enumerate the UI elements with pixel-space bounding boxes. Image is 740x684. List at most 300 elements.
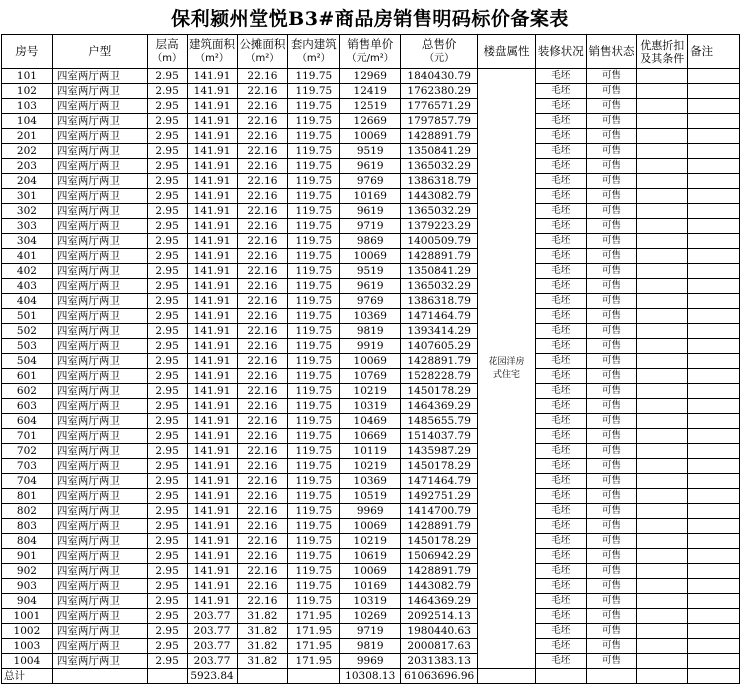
remark-cell xyxy=(688,429,740,444)
room-cell: 504 xyxy=(2,354,53,369)
shared-area-cell: 22.16 xyxy=(237,399,288,414)
sale-status-cell: 可售 xyxy=(586,249,637,264)
room-cell: 904 xyxy=(2,594,53,609)
total-price-cell: 1528228.79 xyxy=(401,369,478,384)
shared-area-cell: 22.16 xyxy=(237,144,288,159)
build-area-cell: 141.91 xyxy=(187,549,237,564)
total-price-cell: 1386318.79 xyxy=(401,174,478,189)
inner-area-cell: 119.75 xyxy=(288,249,340,264)
total-price-cell: 2000817.63 xyxy=(401,639,478,654)
build-area-cell: 141.91 xyxy=(187,324,237,339)
build-area-cell: 141.91 xyxy=(187,69,237,84)
sale-status-cell: 可售 xyxy=(586,294,637,309)
layout-cell: 四室两厅两卫 xyxy=(52,144,147,159)
sale-status-cell: 可售 xyxy=(586,69,637,84)
total-price-cell: 1471464.79 xyxy=(401,474,478,489)
layout-cell: 四室两厅两卫 xyxy=(52,444,147,459)
room-cell: 802 xyxy=(2,504,53,519)
unit-price-cell: 10069 xyxy=(340,129,401,144)
remark-cell xyxy=(688,249,740,264)
remark-cell xyxy=(688,384,740,399)
layout-cell: 四室两厅两卫 xyxy=(52,429,147,444)
discount-cell xyxy=(637,204,688,219)
floor-height-cell: 2.95 xyxy=(147,204,187,219)
decoration-cell: 毛坯 xyxy=(535,459,586,474)
unit-price-cell: 10369 xyxy=(340,474,401,489)
discount-cell xyxy=(637,519,688,534)
build-area-cell: 141.91 xyxy=(187,219,237,234)
total-price-cell: 2092514.13 xyxy=(401,609,478,624)
unit-price-cell: 10269 xyxy=(340,609,401,624)
unit-price-cell: 10219 xyxy=(340,534,401,549)
shared-area-cell: 22.16 xyxy=(237,339,288,354)
decoration-cell: 毛坯 xyxy=(535,129,586,144)
room-cell: 402 xyxy=(2,264,53,279)
table-row xyxy=(2,549,740,564)
layout-cell: 四室两厅两卫 xyxy=(52,354,147,369)
floor-height-cell: 2.95 xyxy=(147,369,187,384)
table-row xyxy=(2,534,740,549)
sale-status-cell: 可售 xyxy=(586,204,637,219)
total-price-cell: 1428891.79 xyxy=(401,249,478,264)
layout-cell: 四室两厅两卫 xyxy=(52,189,147,204)
layout-cell: 四室两厅两卫 xyxy=(52,399,147,414)
decoration-cell: 毛坯 xyxy=(535,279,586,294)
unit-price-cell: 9919 xyxy=(340,339,401,354)
build-area-cell: 141.91 xyxy=(187,399,237,414)
table-row xyxy=(2,414,740,429)
discount-cell xyxy=(637,444,688,459)
total-empty xyxy=(586,669,637,684)
total-price-cell: 1450178.29 xyxy=(401,459,478,474)
room-cell: 901 xyxy=(2,549,53,564)
decoration-cell: 毛坯 xyxy=(535,534,586,549)
discount-cell xyxy=(637,609,688,624)
remark-cell xyxy=(688,339,740,354)
unit-price-cell: 9819 xyxy=(340,324,401,339)
sale-status-cell: 可售 xyxy=(586,549,637,564)
layout-cell: 四室两厅两卫 xyxy=(52,534,147,549)
layout-cell: 四室两厅两卫 xyxy=(52,549,147,564)
table-row xyxy=(2,99,740,114)
decoration-cell: 毛坯 xyxy=(535,114,586,129)
remark-cell xyxy=(688,609,740,624)
build-area-cell: 141.91 xyxy=(187,249,237,264)
layout-cell: 四室两厅两卫 xyxy=(52,219,147,234)
sale-status-cell: 可售 xyxy=(586,504,637,519)
total-price-cell: 1393414.29 xyxy=(401,324,478,339)
discount-cell xyxy=(637,129,688,144)
total-price-cell: 1365032.29 xyxy=(401,204,478,219)
total-empty xyxy=(688,669,740,684)
shared-area-cell: 22.16 xyxy=(237,204,288,219)
table-row xyxy=(2,474,740,489)
discount-cell xyxy=(637,264,688,279)
discount-cell xyxy=(637,414,688,429)
unit-label: （m） xyxy=(152,53,182,64)
inner-area-cell: 119.75 xyxy=(288,459,340,474)
room-cell: 603 xyxy=(2,399,53,414)
unit-price-cell: 10769 xyxy=(340,369,401,384)
decoration-cell: 毛坯 xyxy=(535,564,586,579)
sale-status-cell: 可售 xyxy=(586,159,637,174)
decoration-cell: 毛坯 xyxy=(535,519,586,534)
total-price-cell: 1350841.29 xyxy=(401,144,478,159)
shared-area-cell: 22.16 xyxy=(237,99,288,114)
table-row xyxy=(2,624,740,639)
floor-height-cell: 2.95 xyxy=(147,129,187,144)
remark-cell xyxy=(688,234,740,249)
build-area-cell: 141.91 xyxy=(187,444,237,459)
table-row xyxy=(2,339,740,354)
decoration-cell: 毛坯 xyxy=(535,594,586,609)
layout-cell: 四室两厅两卫 xyxy=(52,324,147,339)
room-cell: 202 xyxy=(2,144,53,159)
total-empty xyxy=(52,669,147,684)
inner-area-cell: 119.75 xyxy=(288,579,340,594)
unit-price-cell: 12969 xyxy=(340,69,401,84)
decoration-cell: 毛坯 xyxy=(535,69,586,84)
floor-height-cell: 2.95 xyxy=(147,114,187,129)
discount-cell xyxy=(637,249,688,264)
decoration-cell: 毛坯 xyxy=(535,159,586,174)
remark-cell xyxy=(688,504,740,519)
inner-area-cell: 119.75 xyxy=(288,324,340,339)
inner-area-cell: 119.75 xyxy=(288,399,340,414)
sale-status-cell: 可售 xyxy=(586,654,637,669)
discount-cell xyxy=(637,534,688,549)
table-row xyxy=(2,234,740,249)
build-area-cell: 141.91 xyxy=(187,174,237,189)
build-area-cell: 141.91 xyxy=(187,369,237,384)
floor-height-cell: 2.95 xyxy=(147,534,187,549)
layout-cell: 四室两厅两卫 xyxy=(52,114,147,129)
build-area-cell: 141.91 xyxy=(187,594,237,609)
remark-cell xyxy=(688,159,740,174)
build-area-cell: 141.91 xyxy=(187,564,237,579)
inner-area-cell: 119.75 xyxy=(288,384,340,399)
header-room: 房号 xyxy=(2,35,53,69)
total-empty xyxy=(478,669,536,684)
unit-label: （m²） xyxy=(296,53,331,64)
sale-status-cell: 可售 xyxy=(586,384,637,399)
build-area-cell: 141.91 xyxy=(187,234,237,249)
unit-price-cell: 10169 xyxy=(340,189,401,204)
unit-price-cell: 9819 xyxy=(340,639,401,654)
inner-area-cell: 119.75 xyxy=(288,534,340,549)
shared-area-cell: 31.82 xyxy=(237,609,288,624)
room-cell: 304 xyxy=(2,234,53,249)
build-area-cell: 141.91 xyxy=(187,489,237,504)
sale-status-cell: 可售 xyxy=(586,309,637,324)
layout-cell: 四室两厅两卫 xyxy=(52,174,147,189)
total-price-cell: 1762380.29 xyxy=(401,84,478,99)
decoration-cell: 毛坯 xyxy=(535,99,586,114)
remark-cell xyxy=(688,114,740,129)
decoration-cell: 毛坯 xyxy=(535,219,586,234)
remark-cell xyxy=(688,564,740,579)
remark-cell xyxy=(688,639,740,654)
unit-price-cell: 10069 xyxy=(340,354,401,369)
table-row xyxy=(2,114,740,129)
decoration-cell: 毛坯 xyxy=(535,264,586,279)
build-area-cell: 141.91 xyxy=(187,189,237,204)
room-cell: 703 xyxy=(2,459,53,474)
unit-price-cell: 10069 xyxy=(340,519,401,534)
unit-price-cell: 9519 xyxy=(340,264,401,279)
decoration-cell: 毛坯 xyxy=(535,309,586,324)
unit-price-cell: 9519 xyxy=(340,144,401,159)
decoration-cell: 毛坯 xyxy=(535,654,586,669)
decoration-cell: 毛坯 xyxy=(535,639,586,654)
sale-status-cell: 可售 xyxy=(586,114,637,129)
room-cell: 404 xyxy=(2,294,53,309)
unit-price-cell: 9969 xyxy=(340,654,401,669)
decoration-cell: 毛坯 xyxy=(535,549,586,564)
room-cell: 203 xyxy=(2,159,53,174)
header-build-area: 建筑面积 （m²） xyxy=(187,35,237,69)
floor-height-cell: 2.95 xyxy=(147,159,187,174)
inner-area-cell: 119.75 xyxy=(288,144,340,159)
unit-price-cell: 9769 xyxy=(340,174,401,189)
room-cell: 401 xyxy=(2,249,53,264)
total-price-cell: 1485655.79 xyxy=(401,414,478,429)
total-empty xyxy=(288,669,340,684)
unit-price-cell: 10119 xyxy=(340,444,401,459)
table-row xyxy=(2,159,740,174)
layout-cell: 四室两厅两卫 xyxy=(52,654,147,669)
header-layout: 户型 xyxy=(52,35,147,69)
build-area-cell: 141.91 xyxy=(187,204,237,219)
unit-price-cell: 12419 xyxy=(340,84,401,99)
inner-area-cell: 119.75 xyxy=(288,549,340,564)
sale-status-cell: 可售 xyxy=(586,174,637,189)
sale-status-cell: 可售 xyxy=(586,399,637,414)
build-area-cell: 141.91 xyxy=(187,519,237,534)
remark-cell xyxy=(688,264,740,279)
header-remark: 备注 xyxy=(688,35,740,69)
inner-area-cell: 119.75 xyxy=(288,489,340,504)
decoration-cell: 毛坯 xyxy=(535,444,586,459)
unit-price-cell: 10069 xyxy=(340,564,401,579)
floor-height-cell: 2.95 xyxy=(147,354,187,369)
total-price-cell: 1450178.29 xyxy=(401,384,478,399)
header-inner-area: 套内建筑 （m²） xyxy=(288,35,340,69)
discount-cell xyxy=(637,84,688,99)
table-row xyxy=(2,609,740,624)
inner-area-cell: 119.75 xyxy=(288,114,340,129)
table-row xyxy=(2,249,740,264)
shared-area-cell: 22.16 xyxy=(237,69,288,84)
room-cell: 602 xyxy=(2,384,53,399)
unit-price-cell: 9969 xyxy=(340,504,401,519)
total-price-cell: 1414700.79 xyxy=(401,504,478,519)
discount-cell xyxy=(637,504,688,519)
decoration-cell: 毛坯 xyxy=(535,474,586,489)
inner-area-cell: 119.75 xyxy=(288,159,340,174)
layout-cell: 四室两厅两卫 xyxy=(52,309,147,324)
discount-cell xyxy=(637,624,688,639)
remark-cell xyxy=(688,369,740,384)
unit-price-cell: 10369 xyxy=(340,309,401,324)
shared-area-cell: 22.16 xyxy=(237,444,288,459)
room-cell: 302 xyxy=(2,204,53,219)
shared-area-cell: 22.16 xyxy=(237,549,288,564)
decoration-cell: 毛坯 xyxy=(535,504,586,519)
remark-cell xyxy=(688,99,740,114)
inner-area-cell: 119.75 xyxy=(288,69,340,84)
room-cell: 902 xyxy=(2,564,53,579)
total-price-cell: 1980440.63 xyxy=(401,624,478,639)
table-row xyxy=(2,129,740,144)
build-area-cell: 141.91 xyxy=(187,354,237,369)
inner-area-cell: 119.75 xyxy=(288,594,340,609)
table-row xyxy=(2,384,740,399)
unit-price-cell: 9719 xyxy=(340,219,401,234)
header-property-attr: 楼盘属性 xyxy=(478,35,536,69)
floor-height-cell: 2.95 xyxy=(147,324,187,339)
shared-area-cell: 22.16 xyxy=(237,384,288,399)
table-row xyxy=(2,654,740,669)
decoration-cell: 毛坯 xyxy=(535,144,586,159)
sale-status-cell: 可售 xyxy=(586,429,637,444)
remark-cell xyxy=(688,129,740,144)
floor-height-cell: 2.95 xyxy=(147,549,187,564)
shared-area-cell: 22.16 xyxy=(237,429,288,444)
floor-height-cell: 2.95 xyxy=(147,429,187,444)
room-cell: 403 xyxy=(2,279,53,294)
total-total-price: 61063696.96 xyxy=(401,669,478,684)
inner-area-cell: 119.75 xyxy=(288,129,340,144)
discount-cell xyxy=(637,369,688,384)
floor-height-cell: 2.95 xyxy=(147,519,187,534)
layout-cell: 四室两厅两卫 xyxy=(52,159,147,174)
header-decoration: 装修状况 xyxy=(535,35,586,69)
header-discount: 优惠折扣及其条件 xyxy=(637,35,688,69)
room-cell: 903 xyxy=(2,579,53,594)
floor-height-cell: 2.95 xyxy=(147,234,187,249)
discount-cell xyxy=(637,594,688,609)
build-area-cell: 203.77 xyxy=(187,624,237,639)
discount-cell xyxy=(637,354,688,369)
remark-cell xyxy=(688,189,740,204)
total-empty xyxy=(637,669,688,684)
room-cell: 101 xyxy=(2,69,53,84)
build-area-cell: 141.91 xyxy=(187,429,237,444)
sale-status-cell: 可售 xyxy=(586,609,637,624)
discount-cell xyxy=(637,459,688,474)
sale-status-cell: 可售 xyxy=(586,189,637,204)
discount-cell xyxy=(637,654,688,669)
sale-status-cell: 可售 xyxy=(586,414,637,429)
total-price-cell: 1428891.79 xyxy=(401,564,478,579)
floor-height-cell: 2.95 xyxy=(147,339,187,354)
inner-area-cell: 119.75 xyxy=(288,294,340,309)
page-title: 保利颍州堂悦B3#商品房销售明码标价备案表 xyxy=(171,8,569,30)
total-price-cell: 1435987.29 xyxy=(401,444,478,459)
inner-area-cell: 119.75 xyxy=(288,279,340,294)
build-area-cell: 141.91 xyxy=(187,264,237,279)
sale-status-cell: 可售 xyxy=(586,474,637,489)
sale-status-cell: 可售 xyxy=(586,129,637,144)
build-area-cell: 141.91 xyxy=(187,414,237,429)
remark-cell xyxy=(688,654,740,669)
sale-status-cell: 可售 xyxy=(586,459,637,474)
unit-price-cell: 10619 xyxy=(340,549,401,564)
table-row xyxy=(2,144,740,159)
shared-area-cell: 22.16 xyxy=(237,579,288,594)
layout-cell: 四室两厅两卫 xyxy=(52,339,147,354)
layout-cell: 四室两厅两卫 xyxy=(52,279,147,294)
build-area-cell: 141.91 xyxy=(187,459,237,474)
sale-status-cell: 可售 xyxy=(586,534,637,549)
total-price-cell: 1350841.29 xyxy=(401,264,478,279)
property-attr-cell: 花园洋房式住宅 xyxy=(478,69,536,669)
decoration-cell: 毛坯 xyxy=(535,204,586,219)
build-area-cell: 141.91 xyxy=(187,279,237,294)
total-empty xyxy=(237,669,288,684)
build-area-cell: 141.91 xyxy=(187,129,237,144)
build-area-cell: 141.91 xyxy=(187,339,237,354)
floor-height-cell: 2.95 xyxy=(147,594,187,609)
table-row xyxy=(2,519,740,534)
shared-area-cell: 22.16 xyxy=(237,249,288,264)
shared-area-cell: 22.16 xyxy=(237,414,288,429)
sale-status-cell: 可售 xyxy=(586,639,637,654)
sale-status-cell: 可售 xyxy=(586,444,637,459)
sale-status-cell: 可售 xyxy=(586,144,637,159)
inner-area-cell: 119.75 xyxy=(288,219,340,234)
shared-area-cell: 22.16 xyxy=(237,564,288,579)
shared-area-cell: 22.16 xyxy=(237,459,288,474)
remark-cell xyxy=(688,354,740,369)
unit-price-cell: 10219 xyxy=(340,459,401,474)
decoration-cell: 毛坯 xyxy=(535,429,586,444)
room-cell: 1001 xyxy=(2,609,53,624)
build-area-cell: 141.91 xyxy=(187,384,237,399)
decoration-cell: 毛坯 xyxy=(535,384,586,399)
shared-area-cell: 22.16 xyxy=(237,114,288,129)
layout-cell: 四室两厅两卫 xyxy=(52,69,147,84)
inner-area-cell: 119.75 xyxy=(288,519,340,534)
shared-area-cell: 22.16 xyxy=(237,594,288,609)
remark-cell xyxy=(688,324,740,339)
total-price-cell: 1379223.29 xyxy=(401,219,478,234)
sale-status-cell: 可售 xyxy=(586,234,637,249)
shared-area-cell: 22.16 xyxy=(237,234,288,249)
total-price-cell: 1386318.79 xyxy=(401,294,478,309)
build-area-cell: 141.91 xyxy=(187,99,237,114)
floor-height-cell: 2.95 xyxy=(147,144,187,159)
remark-cell xyxy=(688,414,740,429)
room-cell: 104 xyxy=(2,114,53,129)
layout-cell: 四室两厅两卫 xyxy=(52,639,147,654)
sale-status-cell: 可售 xyxy=(586,489,637,504)
table-row xyxy=(2,504,740,519)
unit-price-cell: 10469 xyxy=(340,414,401,429)
unit-price-cell: 9619 xyxy=(340,159,401,174)
layout-cell: 四室两厅两卫 xyxy=(52,414,147,429)
unit-price-cell: 9769 xyxy=(340,294,401,309)
sale-status-cell: 可售 xyxy=(586,519,637,534)
table-row xyxy=(2,279,740,294)
floor-height-cell: 2.95 xyxy=(147,84,187,99)
shared-area-cell: 22.16 xyxy=(237,354,288,369)
table-row xyxy=(2,219,740,234)
floor-height-cell: 2.95 xyxy=(147,249,187,264)
layout-cell: 四室两厅两卫 xyxy=(52,129,147,144)
total-price-cell: 1776571.29 xyxy=(401,99,478,114)
